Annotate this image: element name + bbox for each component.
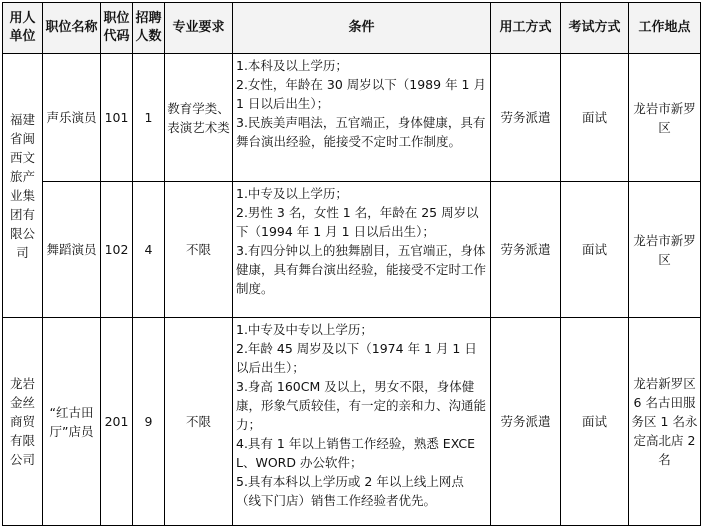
condition-line: 2.男性 3 名，女性 1 名，年龄在 25 周岁以下（1994 年 1 月 1 日以后出生）； [236,205,479,239]
conditions-cell [233,182,491,318]
condition-line: 1.中专及以上学历； [236,186,348,201]
location-cell: 龙岩新罗区 6 名古田服务区 1 名永定高北店 2 名 [629,318,701,526]
code-cell: 102 [101,182,133,318]
position-name-cell: 声乐演员 [43,54,101,182]
employment-cell: 劳务派遣 [491,318,561,526]
header-exam: 考试方式 [561,3,629,54]
exam-cell: 面试 [561,54,629,182]
employment-cell: 劳务派遣 [491,54,561,182]
unit-cell: 福建省闽西文旅产业集团有限公司 [3,54,43,318]
condition-line: 3.身高 160CM 及以上，男女不限，身体健康，形象气质较佳，有一定的亲和力、沟通能力； [236,379,487,432]
header-row [3,3,701,54]
code-cell: 201 [101,318,133,526]
conditions-cell [233,54,491,182]
major-cell: 不限 [165,182,233,318]
header-position-name: 职位名称 [43,3,101,54]
position-name-cell: 舞蹈演员 [43,182,101,318]
header-unit: 用人单位 [3,3,43,54]
count-cell: 1 [133,54,165,182]
condition-line: 3.民族美声唱法，五官端正，身体健康，具有舞台演出经验，能接受不定时工作制度。 [236,115,486,149]
header-code: 职位代码 [101,3,133,54]
condition-line: 1.中专及中专以上学历； [236,322,373,337]
table-row [3,54,701,182]
condition-line: 3.有四分钟以上的独舞剧目，五官端正，身体健康，具有舞台演出经验，能接受不定时工作制度。 [236,243,487,296]
condition-line: 1.本科及以上学历； [236,58,348,73]
condition-line: 4.具有 1 年以上销售工作经验，熟悉 EXCEL、WORD 办公软件； [236,436,475,470]
header-count: 招聘人数 [133,3,165,54]
count-cell: 4 [133,182,165,318]
condition-line: 5.具有本科以上学历或 2 年以上线上网点（线下门店）销售工作经验者优先。 [236,474,464,508]
position-name-cell: “红古田厅”店员 [43,318,101,526]
condition-line: 2.女性，年龄在 30 周岁以下（1989 年 1 月 1 日以后出生）； [236,77,486,111]
header-location: 工作地点 [629,3,701,54]
recruitment-table [2,2,701,526]
unit-cell: 龙岩金丝商贸有限公司 [3,318,43,526]
header-conditions: 条件 [233,3,491,54]
code-cell: 101 [101,54,133,182]
exam-cell: 面试 [561,182,629,318]
location-cell: 龙岩市新罗区 [629,54,701,182]
table-row [3,318,701,526]
header-major: 专业要求 [165,3,233,54]
condition-line: 2.年龄 45 周岁及以下（1974 年 1 月 1 日以后出生）； [236,341,477,375]
major-cell: 不限 [165,318,233,526]
count-cell: 9 [133,318,165,526]
location-cell: 龙岩市新罗区 [629,182,701,318]
header-employment: 用工方式 [491,3,561,54]
exam-cell: 面试 [561,318,629,526]
conditions-cell [233,318,491,526]
table-row [3,182,701,318]
major-cell: 教育学类、表演艺术类 [165,54,233,182]
employment-cell: 劳务派遣 [491,182,561,318]
